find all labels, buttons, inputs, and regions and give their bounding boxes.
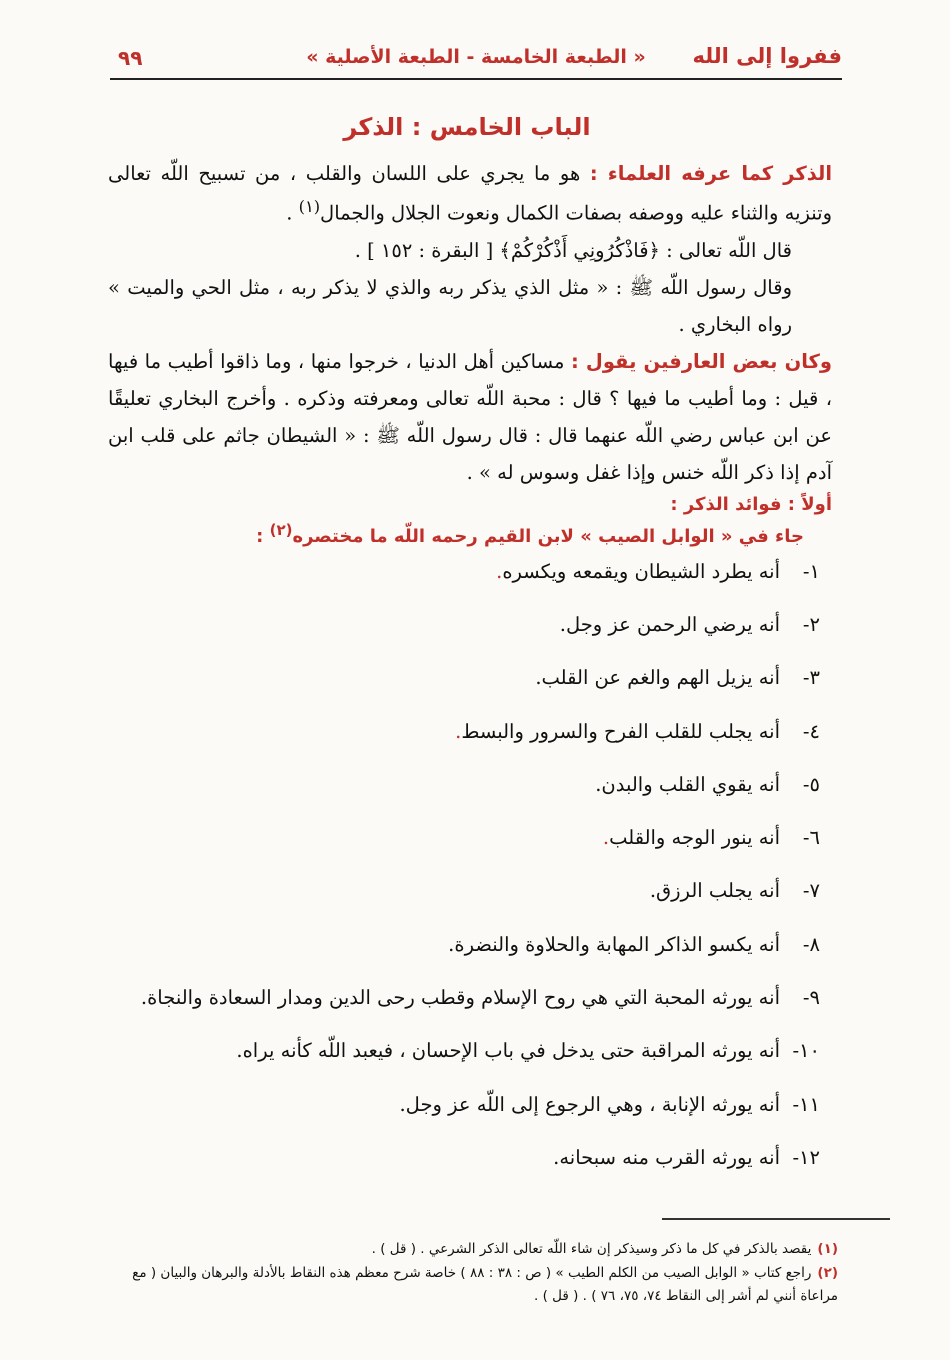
item-text: أنه يرضي الرحمن عز وجل	[565, 613, 780, 636]
list-item: ٨- أنه يكسو الذاكر المهابة والحلاوة والنضرة .	[108, 930, 832, 983]
item-number: ٩-	[802, 986, 820, 1010]
list-item: ٣- أنه يزيل الهم والغم عن القلب .	[108, 663, 832, 716]
footnote-ref-2[interactable]: (٢)	[269, 520, 293, 539]
running-title: ففروا إلى الله	[692, 44, 842, 68]
footnote-divider	[662, 1218, 890, 1220]
source-heading: جاء في « الوابل الصيب » لابن القيم رحمه اللّه ما مختصره$^{(٢)}$ :	[256, 520, 804, 547]
page-header	[110, 38, 842, 80]
item-number: ٥-	[802, 772, 820, 796]
footnote-2	[112, 1262, 838, 1309]
page-number: ٩٩	[118, 46, 143, 70]
item-text: أنه يكسو الذاكر المهابة والحلاوة والنضرة	[454, 932, 780, 956]
item-number: ٢-	[802, 613, 820, 636]
main-text	[108, 155, 832, 1196]
item-text: أنه يورثه الإنابة ، وهي الرجوع إلى اللّه عز وجل	[405, 1092, 780, 1116]
list-item: ١١- أنه يورثه الإنابة ، وهي الرجوع إلى اللّه عز وجل .	[108, 1090, 832, 1143]
item-number: ١٢-	[792, 1145, 820, 1169]
item-number: ١١-	[792, 1092, 820, 1116]
footnote-1	[112, 1238, 838, 1262]
list-item: ١٢- أنه يورثه القرب منه سبحانه .	[108, 1143, 832, 1196]
item-text: أنه يجلب الرزق	[656, 879, 780, 903]
list-item: ٥- أنه يقوي القلب والبدن .	[108, 770, 832, 823]
item-text: أنه يزيل الهم والغم عن القلب	[541, 666, 780, 690]
list-item: ٤- أنه يجلب للقلب الفرح والسرور والبسط .	[108, 717, 832, 770]
arifin-text: مساكين أهل الدنيا ، خرجوا منها ، وما ذاقوا أطيب ما فيها ، قيل : وما أطيب ما فيها ؟ قال : محبة اللّه تعالى ومعرفته وذكره . وأخرج البخاري تعليقًا عن ابن عباس رضي اللّه عنهما قال : قال رسول اللّه ﷺ : « الشيطان جاثم على قلب ابن آدم إذا ذكر اللّه خنس وإذا غفل وسوس له » .	[108, 349, 832, 484]
footnotes	[112, 1238, 838, 1309]
item-text: أنه يقوي القلب والبدن	[601, 772, 780, 796]
item-number: ٦-	[802, 826, 820, 850]
item-number: ٨-	[802, 932, 820, 956]
item-number: ٣-	[802, 666, 820, 690]
definition-paragraph: الذكر كما عرفه العلماء : هو ما يجري على اللسان والقلب ، من تسبيح اللّه تعالى وتنزيه والثناء عليه ووصفه بصفات الكمال ونعوت الجلال والجمال$^{(١)}$ .	[108, 162, 832, 225]
hadith-paragraph: وقال رسول اللّه ﷺ : « مثل الذي يذكر ربه والذي لا يذكر ربه ، مثل الحي والميت » رواه البخاري .	[108, 275, 792, 336]
item-text: أنه يورثه المحبة التي هي روح الإسلام وقطب رحى الدين ومدار السعادة والنجاة	[147, 986, 780, 1010]
footnote-text: يقصد بالذكر في كل ما ذكر وسيذكر إن شاء اللّه تعالى الذكر الشرعي . ( قل ) .	[371, 1241, 812, 1257]
chapter-title: الباب الخامس : الذكر	[343, 113, 591, 141]
quran-verse: ﴿فَاذْكُرُونِي أَذْكُرْكُمْ﴾	[499, 238, 660, 262]
quran-intro: قال اللّه تعالى :	[666, 238, 792, 262]
definition-text: هو ما يجري على اللسان والقلب ، من تسبيح اللّه تعالى وتنزيه والثناء عليه ووصفه بصفات الكمال ونعوت الجلال والجمال	[108, 162, 832, 225]
definition-label: الذكر كما عرفه العلماء :	[589, 162, 832, 185]
list-item: ٦- أنه ينور الوجه والقلب .	[108, 823, 832, 876]
footnote-ref-1[interactable]: (١)	[298, 197, 321, 217]
footnote-number: (١)	[817, 1241, 838, 1257]
list-item: ٩- أنه يورثه المحبة التي هي روح الإسلام وقطب رحى الدين ومدار السعادة والنجاة .	[108, 983, 832, 1036]
footnote-text: راجع كتاب « الوابل الصيب من الكلم الطيب » ( ص : ٣٨ : ٨٨ ) خاصة شرح معظم هذه النقاط بالأدلة والبرهان والبيان ( مع مراعاة أنني لم أشر إلى النقاط ٧٤، ٧٥، ٧٦ ) . ( قل ) .	[132, 1264, 838, 1305]
item-text: أنه يورثه القرب منه سبحانه	[559, 1145, 780, 1169]
benefits-list	[108, 557, 832, 1197]
item-number: ٧-	[802, 879, 820, 903]
item-number: ١-	[802, 559, 820, 583]
list-item: ١- أنه يطرد الشيطان ويقمعه ويكسره .	[108, 557, 832, 610]
quran-reference: [ البقرة : ١٥٢ ] .	[354, 238, 494, 262]
list-item: ٢- أنه يرضي الرحمن عز وجل .	[108, 610, 832, 663]
edition-label: « الطبعة الخامسة - الطبعة الأصلية »	[306, 46, 646, 68]
arifin-label: وكان بعض العارفين يقول :	[570, 349, 832, 373]
item-number: ٤-	[802, 719, 820, 743]
item-text: أنه يجلب للقلب الفرح والسرور والبسط	[461, 719, 780, 743]
arifin-paragraph	[108, 343, 832, 491]
item-text: أنه يورثه المراقبة حتى يدخل في باب الإحسان ، فيعبد اللّه كأنه يراه	[242, 1039, 780, 1063]
footnote-number: (٢)	[817, 1264, 838, 1281]
section-heading: أولاً : فوائد الذكر :	[670, 493, 832, 515]
item-text: أنه يطرد الشيطان ويقمعه ويكسره	[502, 559, 780, 583]
list-item: ٧- أنه يجلب الرزق .	[108, 876, 832, 929]
item-number: ١٠-	[792, 1039, 820, 1063]
item-text: أنه ينور الوجه والقلب	[609, 826, 780, 850]
list-item: ١٠- أنه يورثه المراقبة حتى يدخل في باب الإحسان ، فيعبد اللّه كأنه يراه .	[108, 1036, 832, 1089]
quran-verse-paragraph	[108, 232, 832, 269]
